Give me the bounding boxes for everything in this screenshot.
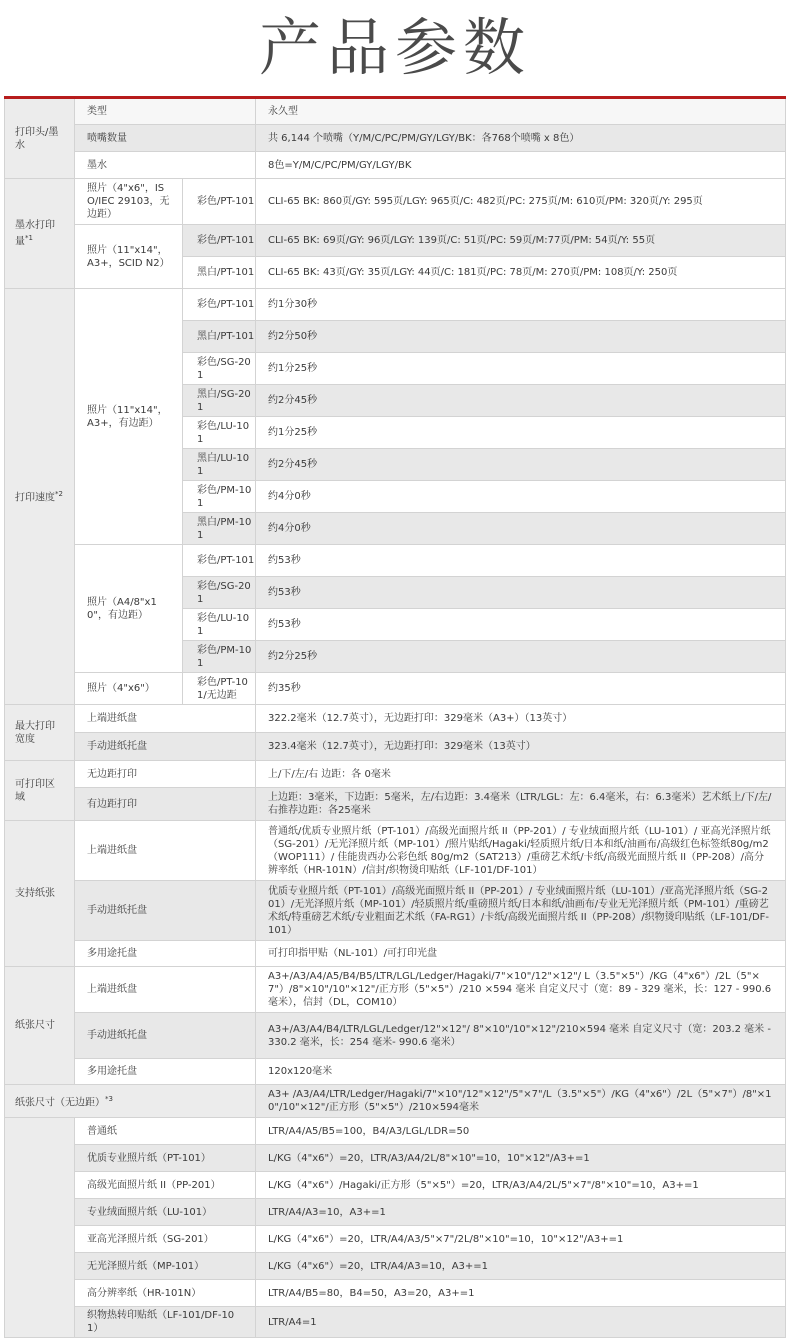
section-print-speed-label xyxy=(5,289,75,705)
section-paper-size-label: 纸张尺寸 xyxy=(5,967,75,1085)
spec-key: 织物热转印贴纸（LF-101/DF-101） xyxy=(75,1307,256,1338)
section-media-label: 支持纸张 xyxy=(5,821,75,967)
table-row xyxy=(5,1145,786,1172)
spec-value: 可打印指甲贴（NL-101）/可打印光盘 xyxy=(256,941,786,967)
table-row xyxy=(5,705,786,733)
table-row xyxy=(5,821,786,881)
table-row xyxy=(5,98,786,125)
spec-key: 有边距打印 xyxy=(75,788,256,821)
section-ink-yield-label xyxy=(5,179,75,289)
table-row xyxy=(5,941,786,967)
spec-value: LTR/A4=1 xyxy=(256,1307,786,1338)
spec-key: 上端进纸盘 xyxy=(75,705,256,733)
spec-value: LTR/A4/A5/B5=100，B4/A3/LGL/LDR=50 xyxy=(256,1118,786,1145)
table-row xyxy=(5,1059,786,1085)
spec-value: 上边距：3毫米，下边距：5毫米，左/右边距：3.4毫米（LTR/LGL：左：6.4毫米，右：6.3毫米）艺术纸上/下/左/右推荐边距：各25毫米 xyxy=(256,788,786,821)
spec-value: 约53秒 xyxy=(256,609,786,641)
spec-key: 照片（A4/8"x10"，有边距） xyxy=(75,545,183,673)
footnote-mark: *2 xyxy=(55,490,63,499)
spec-value: L/KG（4"x6"）/Hagaki/正方形（5"×5"）=20，LTR/A3/A4/2L/5"×7"/8"×10"=10，A3+=1 xyxy=(256,1172,786,1199)
spec-key: 多用途托盘 xyxy=(75,1059,256,1085)
spec-table xyxy=(4,96,786,1338)
spec-key: 手动进纸托盘 xyxy=(75,1013,256,1059)
spec-value: 普通纸/优质专业照片纸（PT-101）/高级光面照片纸 II（PP-201）/ 专业绒面照片纸（LU-101）/ 亚高光泽照片纸（SG-201）/无光泽照片纸（MP-101）/照片贴纸/Hagaki/轻质照片纸/日本和纸/油画布/高级红色标签纸80g/m2（WOP111）/ 佳能贵西办公彩色纸 80g/m2（SAT213）/重磅艺术纸/卡纸/高级光面照片纸 II（PP-208）/高分辨率纸（HR-101N）/信封/织物烫印贴纸（LF-101/DF-101） xyxy=(256,821,786,881)
spec-key: 类型 xyxy=(75,98,256,125)
spec-value: A3+ /A3/A4/LTR/Ledger/Hagaki/7"×10"/12"×12"/5"×7"/L（3.5"×5"）/KG（4"x6"）/2L（5"×7"）/8"×10"/10"×12"/正方形（5"×5"）/210×594毫米 xyxy=(256,1085,786,1118)
spec-value: CLI-65 BK: 69页/GY: 96页/LGY: 139页/C: 51页/PC: 59页/M:77页/PM: 54页/Y: 55页 xyxy=(256,225,786,257)
table-row xyxy=(5,733,786,761)
spec-key: 普通纸 xyxy=(75,1118,256,1145)
spec-subkey: 黑白/SG-201 xyxy=(183,385,256,417)
spec-subkey: 彩色/PT-101 xyxy=(183,179,256,225)
spec-value: LTR/A4/A3=10，A3+=1 xyxy=(256,1199,786,1226)
table-row xyxy=(5,673,786,705)
spec-subkey: 彩色/PM-101 xyxy=(183,641,256,673)
spec-value: L/KG（4"x6"）=20，LTR/A3/A4/2L/8"×10"=10，10"×12"/A3+=1 xyxy=(256,1145,786,1172)
spec-value: 优质专业照片纸（PT-101）/高级光面照片纸 II（PP-201）/ 专业绒面照片纸（LU-101）/亚高光泽照片纸（SG-201）/无光泽照片纸（MP-101）/轻质照片纸/重磅照片纸/日本和纸/油画布/专业无光泽照片纸（PM-101）/重磅艺术纸/特重磅艺术纸/专业粗面艺术纸（FA-RG1）/卡纸/高级光面照片纸 II（PP-208）/织物烫印贴纸（LF-101/DF-101） xyxy=(256,881,786,941)
spec-value: 约4分0秒 xyxy=(256,481,786,513)
table-row xyxy=(5,225,786,257)
spec-key: 照片（11"x14"，A3+，有边距） xyxy=(75,289,183,545)
spec-value: 约2分50秒 xyxy=(256,321,786,353)
spec-subkey: 彩色/LU-101 xyxy=(183,417,256,449)
spec-value: 约1分25秒 xyxy=(256,353,786,385)
spec-key: 喷嘴数量 xyxy=(75,125,256,152)
table-row xyxy=(5,1253,786,1280)
spec-subkey: 黑白/PT-101 xyxy=(183,321,256,353)
spec-value: A3+/A3/A4/A5/B4/B5/LTR/LGL/Ledger/Hagaki/7"×10"/12"×12"/ L（3.5"×5"）/KG（4"x6"）/2L（5"×7"）/8"×10"/10"×12"/正方形（5"×5"）/210 ×594 毫米 自定义尺寸（宽：89 - 329 毫米，长：127 - 990.6 毫米），信封（DL，COM10） xyxy=(256,967,786,1013)
spec-key: 专业绒面照片纸（LU-101） xyxy=(75,1199,256,1226)
spec-subkey: 彩色/LU-101 xyxy=(183,609,256,641)
section-capacity-label xyxy=(5,1118,75,1338)
table-row xyxy=(5,1307,786,1338)
spec-value: 约1分30秒 xyxy=(256,289,786,321)
spec-subkey: 黑白/PT-101 xyxy=(183,257,256,289)
spec-key: 手动进纸托盘 xyxy=(75,881,256,941)
table-row xyxy=(5,1085,786,1118)
table-row xyxy=(5,1013,786,1059)
spec-value: 120x120毫米 xyxy=(256,1059,786,1085)
spec-value: 共 6,144 个喷嘴（Y/M/C/PC/PM/GY/LGY/BK：各768个喷嘴 x 8色） xyxy=(256,125,786,152)
table-row xyxy=(5,761,786,788)
page-title: 产品参数 xyxy=(258,11,531,84)
spec-value: L/KG（4"x6"）=20，LTR/A4/A3/5"×7"/2L/8"×10"=10，10"×12"/A3+=1 xyxy=(256,1226,786,1253)
spec-value: LTR/A4/B5=80，B4=50，A3=20，A3+=1 xyxy=(256,1280,786,1307)
spec-key: 无光泽照片纸（MP-101） xyxy=(75,1253,256,1280)
footnote-mark: *1 xyxy=(25,233,33,242)
spec-value: L/KG（4"x6"）=20，LTR/A4/A3=10，A3+=1 xyxy=(256,1253,786,1280)
spec-key: 手动进纸托盘 xyxy=(75,733,256,761)
section-label-text: 纸张尺寸（无边距） xyxy=(15,1097,105,1109)
table-row xyxy=(5,967,786,1013)
spec-key: 照片（4"x6"） xyxy=(75,673,183,705)
spec-key: 多用途托盘 xyxy=(75,941,256,967)
section-label-text: 墨水打印量 xyxy=(15,219,55,248)
table-row xyxy=(5,545,786,577)
table-row xyxy=(5,1280,786,1307)
spec-value: 约2分45秒 xyxy=(256,385,786,417)
table-row xyxy=(5,1172,786,1199)
footnote-mark: *3 xyxy=(105,1094,113,1103)
spec-subkey: 彩色/PT-101 xyxy=(183,545,256,577)
section-max-width-label: 最大打印宽度 xyxy=(5,705,75,761)
spec-subkey: 彩色/SG-201 xyxy=(183,353,256,385)
table-row xyxy=(5,1199,786,1226)
table-row xyxy=(5,1118,786,1145)
spec-value: 322.2毫米（12.7英寸），无边距打印：329毫米（A3+）（13英寸） xyxy=(256,705,786,733)
section-print-area-label: 可打印区域 xyxy=(5,761,75,821)
spec-value: 上/下/左/右 边距：各 0毫米 xyxy=(256,761,786,788)
spec-key: 上端进纸盘 xyxy=(75,967,256,1013)
spec-value: 约1分25秒 xyxy=(256,417,786,449)
spec-key: 高级光面照片纸 II（PP-201） xyxy=(75,1172,256,1199)
table-row xyxy=(5,125,786,152)
spec-key: 亚高光泽照片纸（SG-201） xyxy=(75,1226,256,1253)
table-row xyxy=(5,881,786,941)
spec-value: CLI-65 BK: 43页/GY: 35页/LGY: 44页/C: 181页/PC: 78页/M: 270页/PM: 108页/Y: 250页 xyxy=(256,257,786,289)
spec-value: A3+/A3/A4/B4/LTR/LGL/Ledger/12"×12"/ 8"×10"/10"×12"/210×594 毫米 自定义尺寸（宽：203.2 毫米 - 330.2 毫米，长：254 毫米- 990.6 毫米） xyxy=(256,1013,786,1059)
table-row xyxy=(5,152,786,179)
spec-key: 上端进纸盘 xyxy=(75,821,256,881)
spec-value: 约2分25秒 xyxy=(256,641,786,673)
spec-value: 8色=Y/M/C/PC/PM/GY/LGY/BK xyxy=(256,152,786,179)
spec-value: 约35秒 xyxy=(256,673,786,705)
table-row xyxy=(5,1226,786,1253)
spec-value: 323.4毫米（12.7英寸），无边距打印：329毫米（13英寸） xyxy=(256,733,786,761)
spec-subkey: 彩色/PT-101 xyxy=(183,225,256,257)
spec-subkey: 彩色/PM-101 xyxy=(183,481,256,513)
spec-value: 约53秒 xyxy=(256,545,786,577)
spec-value: 约2分45秒 xyxy=(256,449,786,481)
spec-subkey: 彩色/PT-101 xyxy=(183,289,256,321)
spec-key: 照片（11"x14"，A3+，SCID N2） xyxy=(75,225,183,289)
spec-value: CLI-65 BK: 860页/GY: 595页/LGY: 965页/C: 482页/PC: 275页/M: 610页/PM: 320页/Y: 295页 xyxy=(256,179,786,225)
table-row xyxy=(5,179,786,225)
spec-value: 约4分0秒 xyxy=(256,513,786,545)
spec-key: 高分辨率纸（HR-101N） xyxy=(75,1280,256,1307)
spec-key: 无边距打印 xyxy=(75,761,256,788)
spec-subkey: 黑白/LU-101 xyxy=(183,449,256,481)
spec-key: 照片（4"x6"，ISO/IEC 29103，无边距） xyxy=(75,179,183,225)
spec-value: 永久型 xyxy=(256,98,786,125)
spec-subkey: 黑白/PM-101 xyxy=(183,513,256,545)
spec-subkey: 彩色/SG-201 xyxy=(183,577,256,609)
table-row xyxy=(5,289,786,321)
section-borderless-size-label xyxy=(5,1085,256,1118)
table-row xyxy=(5,788,786,821)
spec-value: 约53秒 xyxy=(256,577,786,609)
section-label-text: 打印速度 xyxy=(15,492,55,504)
section-printhead-label: 打印头/墨水 xyxy=(5,98,75,179)
spec-key: 优质专业照片纸（PT-101） xyxy=(75,1145,256,1172)
spec-subkey: 彩色/PT-101/无边距 xyxy=(183,673,256,705)
spec-key: 墨水 xyxy=(75,152,256,179)
